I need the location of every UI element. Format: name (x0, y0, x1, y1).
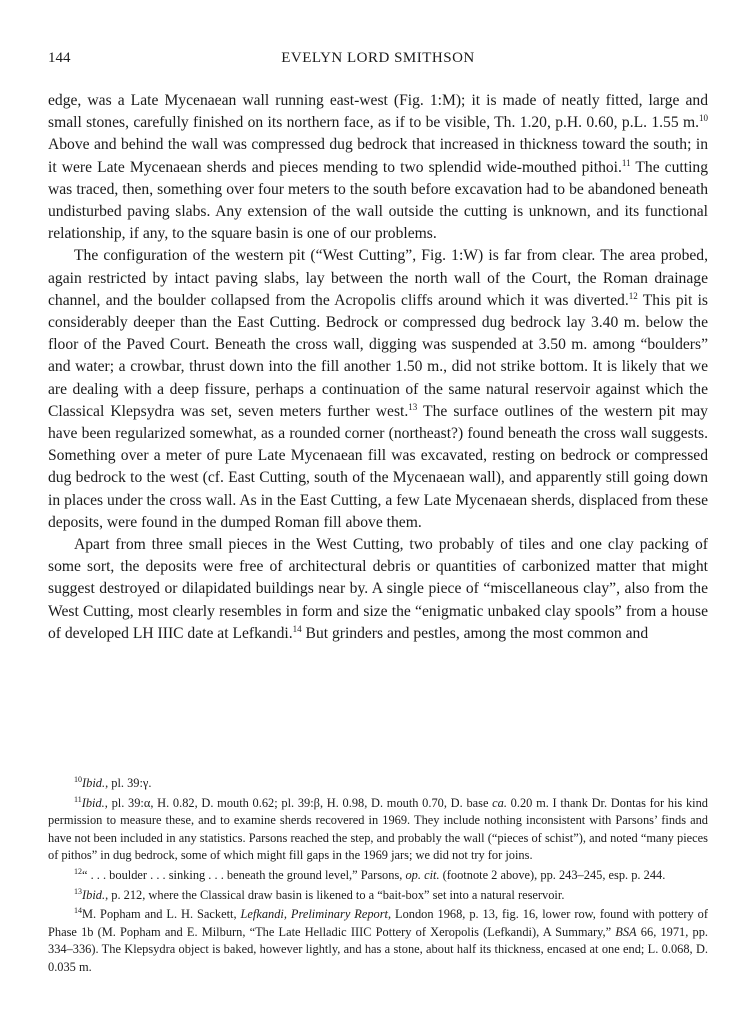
footnote-text: Lefkandi, Preliminary Report (240, 907, 388, 922)
body-paragraph (48, 90, 708, 245)
footnote-text: “ . . . boulder . . . sinking . . . beneath the ground level,” Parsons, (82, 868, 406, 883)
page-number: 144 (48, 50, 71, 66)
footnote (48, 795, 708, 865)
footnote-reference: 12 (628, 290, 638, 301)
footnote-text: Ibid. (81, 795, 105, 810)
footnote-reference: 10 (699, 113, 708, 124)
page-header (48, 50, 708, 76)
body-paragraph (48, 245, 708, 534)
body-paragraph (48, 534, 708, 645)
footnote-text: 66, 1971, pp. 334–336). The Klepsydra object is baked, however lightly, and has a stone, about half its thickness, encased at one end; L. 0.068, D. 0.035 m. (48, 924, 709, 975)
footnote (48, 775, 708, 793)
footnote (48, 887, 708, 905)
paragraph-text: The surface outlines of the western pit may have been regularized somewhat, as a rounded corner (northeast?) found beneath the cross wall suggests. Something over a meter of pure Late Mycenaean fill was excavated, resting on bedrock or compressed dug bedrock to the west (cf. East Cutting, south of the Mycenaean wall), and apparently still going down in places under the cross wall. As in the East Cutting, a few Late Mycenaean sherds, displaced from these deposits, were found in the dumped Roman fill above them. (48, 402, 708, 531)
footnote-text: Ibid. (82, 887, 106, 902)
footnote-number: 12 (74, 866, 82, 876)
footnote-number: 14 (74, 906, 82, 916)
footnote-text: , p. 212, where the Classical draw basin is likened to a “bait-box” set into a natural reservoir. (105, 887, 565, 902)
footnote-number: 10 (74, 774, 82, 784)
footnote-reference: 11 (621, 157, 631, 168)
paragraph-text: Apart from three small pieces in the West Cutting, two probably of tiles and one clay packing of some sort, the deposits were free of architectural debris or quantities of carbonized matter that might suggest destroyed or dilapidated buildings near by. A single piece of “miscellaneous clay”, also from the West Cutting, most clearly resembles in form and size the “enigmatic unbaked clay spools” from a house of developed LH IIIC date at Lefkandi. (48, 536, 708, 642)
footnote (48, 906, 708, 976)
footnote-text: BSA (615, 924, 637, 939)
footnote-text: (footnote 2 above), pp. 243–245, esp. p. 244. (439, 868, 666, 883)
footnote-text: 0.20 m. I thank Dr. Dontas for his kind permission to measure these, and to examine sherds recovered in 1969. They include nothing inconsistent with Parsons’ finds and have not been included in any statistics. Parsons reached the step, and probably the wall (“pieces of schist”), and noted “many pieces of pithos” in dug bedrock, some of which might fill gaps in the 1969 jars; we did not try for joins. (48, 795, 708, 863)
page (48, 50, 708, 977)
footnote-text: , pl. 39:γ. (105, 776, 152, 791)
paragraph-text: But grinders and pestles, among the most common and (301, 624, 649, 642)
body-text (48, 90, 708, 645)
running-head: EVELYN LORD SMITHSON (281, 50, 475, 66)
footnote-reference: 14 (292, 623, 302, 634)
paragraph-text: This pit is considerably deeper than the East Cutting. Bedrock or compressed dug bedrock lay 3.40 m. below the floor of the Paved Court. Beneath the cross wall, digging was suspended at 3.50 m. among “boulders” and water; a crowbar, thrust down into the fill another 1.50 m., did not strike bottom. It is likely that we are dealing with a deep fissure, perhaps a continuation of the same natural reservoir against which the Classical Klepsydra was set, seven meters further west. (48, 291, 709, 420)
footnote (48, 867, 708, 885)
footnote-text: op. cit. (405, 868, 440, 883)
paragraph-text: Above and behind the wall was compressed dug bedrock that increased in thickness toward the south; in it were Late Mycenaean sherds and pieces mending to two splendid wide-mouthed pithoi. (48, 136, 708, 176)
footnote-text: , pl. 39:α, H. 0.82, D. mouth 0.62; pl. 39:β, H. 0.98, D. mouth 0.70, D. base (104, 795, 493, 810)
footnote-reference: 13 (408, 401, 418, 412)
footnote-text: M. Popham and L. H. Sackett, (82, 907, 241, 922)
footnote-text: Ibid. (82, 776, 106, 791)
paragraph-text: The configuration of the western pit (“West Cutting”, Fig. 1:W) is far from clear. The area probed, again restricted by intact paving slabs, lay between the north wall of the Court, the Roman drainage channel, and the boulder collapsed from the Acropolis cliffs around which it was diverted. (48, 247, 708, 309)
footnote-number: 13 (74, 886, 82, 896)
footnote-text: ca. (492, 795, 507, 810)
footnote-text: , London 1968, p. 13, fig. 16, lower row, found with pottery of Phase 1b (M. Popham and E. Milburn, “The Late Helladic IIIC Pottery of Xeropolis (Lefkandi), A Summary,” (48, 907, 709, 939)
footnotes (48, 775, 708, 977)
footnote-number: 11 (74, 794, 82, 804)
paragraph-text: The cutting was traced, then, something over four meters to the south before excavation had to be abandoned beneath undisturbed paving slabs. Any extension of the wall outside the cutting is unknown, and its functional relationship, if any, to the square basin is one of our problems. (48, 158, 708, 243)
paragraph-text: edge, was a Late Mycenaean wall running east-west (Fig. 1:M); it is made of neatly fitted, large and small stones, carefully finished on its northern face, as if to be visible, Th. 1.20, p.H. 0.60, p.L. 1.55 m. (48, 92, 708, 132)
